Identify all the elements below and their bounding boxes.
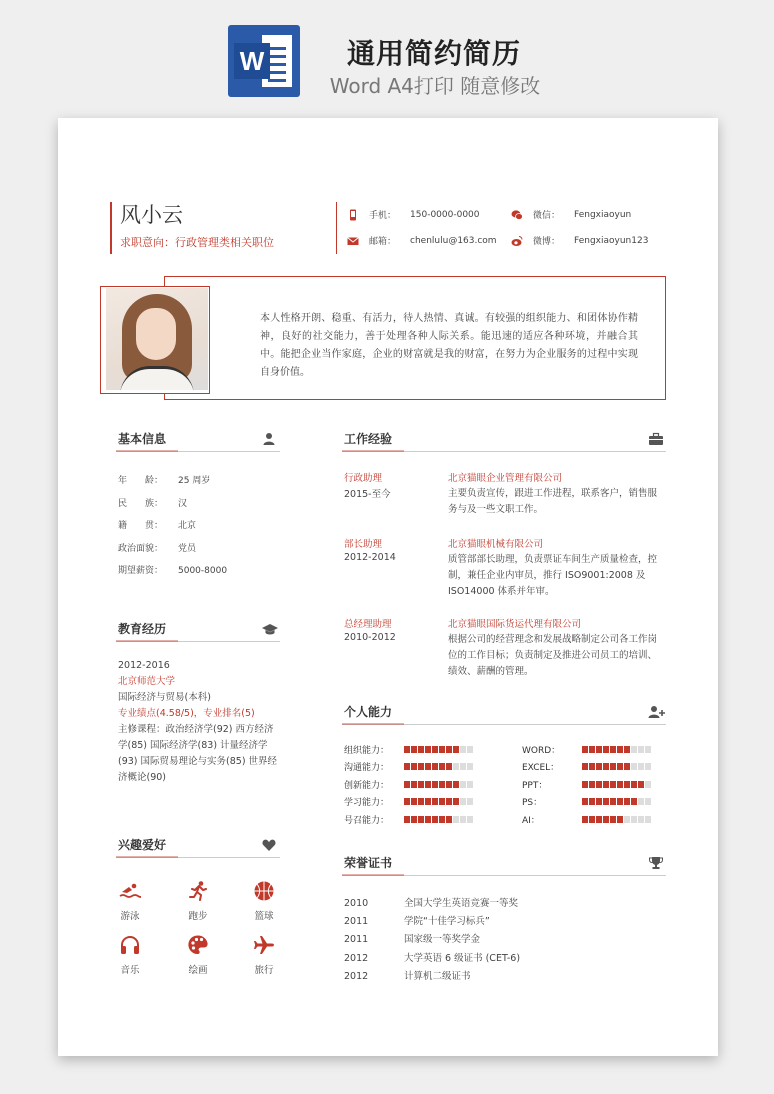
mail-icon xyxy=(347,235,359,247)
skill-label: 创新能力： xyxy=(344,780,390,791)
skill-level-segment xyxy=(446,746,452,753)
skill-level-segment xyxy=(432,763,438,770)
weibo-value: Fengxiaoyun123 xyxy=(574,235,649,246)
skill-level-segment xyxy=(610,746,616,753)
skill-level-segment xyxy=(610,781,616,788)
skill-level-segment xyxy=(467,816,473,823)
skill-level-bar xyxy=(404,798,474,805)
skill-label: AI： xyxy=(522,815,540,826)
honor-row xyxy=(344,968,471,982)
basic-info-value: 25 周岁 xyxy=(178,476,211,486)
skill-level-segment xyxy=(411,798,417,805)
education-details xyxy=(118,658,278,786)
skill-level-segment xyxy=(446,798,452,805)
name-block xyxy=(110,202,274,254)
skill-level-segment xyxy=(418,763,424,770)
skill-level-segment xyxy=(418,746,424,753)
wechat-value: Fengxiaoyun xyxy=(574,209,632,220)
job-item: 总经理助理 2010-2012 北京猫眼国际货运代理有限公司 根据公司的经营理念和发展战略制定公司各工作岗位的工作目标；负责制定及推进公司员工的培训、绩效、薪酬的管理。 xyxy=(344,619,658,677)
skill-level-segment xyxy=(624,816,630,823)
skill-level-segment xyxy=(610,816,616,823)
skill-level-segment xyxy=(589,798,595,805)
section-honors: 荣誉证书 xyxy=(342,854,666,876)
skill-level-segment xyxy=(404,746,410,753)
skill-level-segment xyxy=(460,763,466,770)
skill-level-segment xyxy=(638,763,644,770)
briefcase-icon xyxy=(648,432,662,446)
basic-info-row xyxy=(118,541,196,554)
basic-info-key: 民 族： xyxy=(118,498,164,509)
skill-row xyxy=(344,744,474,754)
skill-level-segment xyxy=(645,763,651,770)
contact-weibo: 微博： Fengxiaoyun123 xyxy=(511,234,648,247)
section-skills: 个人能力 xyxy=(342,703,666,725)
skill-level-segment xyxy=(631,816,637,823)
skill-level-segment xyxy=(411,746,417,753)
skill-level-segment xyxy=(432,798,438,805)
skill-level-segment xyxy=(432,816,438,823)
skill-level-segment xyxy=(638,798,644,805)
basic-info-row xyxy=(118,518,196,531)
skill-row xyxy=(344,779,474,789)
skill-level-segment xyxy=(453,763,459,770)
skill-label: WORD： xyxy=(522,745,561,756)
skill-level-segment xyxy=(439,746,445,753)
skill-row xyxy=(344,814,474,824)
skill-row xyxy=(522,779,652,789)
skill-label: 组织能力： xyxy=(344,745,390,756)
skill-level-bar xyxy=(404,816,474,823)
skill-level-bar xyxy=(582,816,652,823)
basic-info-row xyxy=(118,563,227,576)
skill-level-segment xyxy=(453,798,459,805)
skill-level-segment xyxy=(453,816,459,823)
skill-level-segment xyxy=(631,781,637,788)
hobby-running: 跑步 xyxy=(178,880,218,922)
education-school: 北京师范大学 xyxy=(118,676,176,687)
skill-label: 沟通能力： xyxy=(344,763,390,773)
skill-level-segment xyxy=(411,816,417,823)
education-courses: 主修课程：政治经济学(92) 西方经济学(85) 国际经济学(83) 计量经济学(93) 国际贸易理论与实务(85) 世界经济概论(90) xyxy=(118,724,278,783)
skill-level-segment xyxy=(582,746,588,753)
skill-level-segment xyxy=(582,798,588,805)
add-user-icon xyxy=(648,705,662,719)
skill-level-segment xyxy=(467,746,473,753)
palette-icon xyxy=(187,934,209,956)
skill-level-segment xyxy=(603,816,609,823)
skill-level-bar xyxy=(404,781,474,788)
skill-level-segment xyxy=(418,781,424,788)
skill-level-segment xyxy=(603,763,609,770)
education-grades: 专业绩点(4.58/5)，专业排名(5) xyxy=(118,708,255,719)
skill-level-segment xyxy=(404,798,410,805)
banner-title: 通用简约简历 xyxy=(346,37,521,70)
skill-level-segment xyxy=(439,798,445,805)
honor-text: 大学英语 6 级证书 (CET-6) xyxy=(404,952,521,964)
skill-label: 号召能力： xyxy=(344,815,390,826)
skill-level-segment xyxy=(582,816,588,823)
skill-level-segment xyxy=(425,816,431,823)
honor-text: 全国大学生英语竞赛一等奖 xyxy=(404,898,519,909)
skill-level-segment xyxy=(425,798,431,805)
basic-info-value: 北京 xyxy=(178,521,197,531)
skill-level-segment xyxy=(617,798,623,805)
honor-text: 学院“十佳学习标兵” xyxy=(404,916,490,928)
weibo-icon xyxy=(511,235,523,247)
honor-year: 2011 xyxy=(344,916,369,928)
hobby-painting: 绘画 xyxy=(178,934,218,976)
skill-level-segment xyxy=(645,798,651,805)
skill-level-segment xyxy=(460,746,466,753)
skill-level-segment xyxy=(596,746,602,753)
skill-level-segment xyxy=(589,746,595,753)
word-logo-letter: W xyxy=(234,43,270,79)
skill-level-segment xyxy=(603,781,609,788)
contact-block xyxy=(336,202,656,254)
honor-row xyxy=(344,895,518,909)
word-logo-icon xyxy=(228,25,300,97)
skill-level-bar xyxy=(582,781,652,788)
honor-year: 2012 xyxy=(344,970,369,982)
skill-level-segment xyxy=(411,781,417,788)
skill-level-segment xyxy=(432,781,438,788)
basic-info-key: 期望薪资： xyxy=(118,566,164,576)
skill-level-segment xyxy=(411,763,417,770)
section-hobbies: 兴趣爱好 xyxy=(116,836,280,858)
hobby-music: 音乐 xyxy=(110,934,150,976)
skill-level-bar xyxy=(582,798,652,805)
skill-level-segment xyxy=(425,763,431,770)
section-basic-info: 基本信息 xyxy=(116,430,280,452)
skill-level-bar xyxy=(404,746,474,753)
skill-level-segment xyxy=(460,781,466,788)
skill-level-segment xyxy=(603,798,609,805)
section-work-experience: 工作经验 xyxy=(342,430,666,452)
skill-row xyxy=(522,744,652,754)
skill-label: EXCEL： xyxy=(522,763,560,773)
contact-email: 邮箱： chenlulu@163.com xyxy=(347,234,497,247)
skill-level-segment xyxy=(467,763,473,770)
skill-level-segment xyxy=(432,746,438,753)
skill-row xyxy=(522,797,652,807)
skill-level-segment xyxy=(589,763,595,770)
skill-level-segment xyxy=(610,763,616,770)
honor-row xyxy=(344,931,480,945)
skill-level-segment xyxy=(439,781,445,788)
skill-level-segment xyxy=(624,763,630,770)
airplane-icon xyxy=(253,934,275,956)
skill-level-segment xyxy=(603,746,609,753)
swimming-icon xyxy=(119,880,141,902)
skill-level-bar xyxy=(404,763,474,770)
candidate-name: 风小云 xyxy=(120,203,183,227)
skill-row xyxy=(344,797,474,807)
skill-level-segment xyxy=(624,746,630,753)
skill-level-segment xyxy=(596,763,602,770)
skill-level-segment xyxy=(439,763,445,770)
skill-level-segment xyxy=(439,816,445,823)
resume-page xyxy=(58,118,718,1056)
banner xyxy=(0,0,774,110)
hobby-travel: 旅行 xyxy=(244,934,284,976)
profile-photo xyxy=(106,288,208,390)
skill-level-segment xyxy=(638,781,644,788)
skill-level-segment xyxy=(617,763,623,770)
skill-level-segment xyxy=(645,816,651,823)
skill-level-bar xyxy=(582,763,652,770)
education-major: 国际经济与贸易(本科) xyxy=(118,692,211,703)
skill-level-segment xyxy=(596,816,602,823)
skill-level-segment xyxy=(631,763,637,770)
skill-level-segment xyxy=(638,746,644,753)
contact-phone: 手机： 150-0000-0000 xyxy=(347,208,480,221)
job-item: 行政助理 2015-至今 北京猫眼企业管理有限公司 主要负责宣传，跟进工作进程，联系客户，销售服务与及一些文职工作。 xyxy=(344,473,658,515)
skill-level-bar xyxy=(582,746,652,753)
honor-text: 国家级一等奖学金 xyxy=(404,934,481,946)
basic-info-row xyxy=(118,473,210,486)
honor-row xyxy=(344,950,520,964)
headphones-icon xyxy=(119,934,141,956)
phone-icon xyxy=(347,209,359,221)
hobby-swimming: 游泳 xyxy=(110,880,150,922)
job-item: 部长助理 2012-2014 北京猫眼机械有限公司 质管部部长助理，负责票证车间生产质量检查，控制，兼任企业内审员，推行 ISO9001:2008 及 ISO14000 体系并年审。 xyxy=(344,539,658,597)
skill-level-segment xyxy=(624,798,630,805)
skill-level-segment xyxy=(404,781,410,788)
self-introduction: 本人性格开朗、稳重、有活力，待人热情、真诚。有较强的组织能力、和团体协作精神，良好的社交能力，善于处理各种人际关系。能迅速的适应各种环境，并融合其中。能把企业当作家庭，企业的财富就是我的财富，在努力为企业服务的过程中实现自身价值。 xyxy=(260,313,638,378)
job-intent: 求职意向：行政管理类相关职位 xyxy=(120,236,274,249)
basic-info-key: 年 龄： xyxy=(118,476,164,486)
skill-level-segment xyxy=(467,781,473,788)
basketball-icon xyxy=(253,880,275,902)
skill-level-segment xyxy=(631,746,637,753)
honor-year: 2012 xyxy=(344,952,369,964)
skill-level-segment xyxy=(610,798,616,805)
contact-wechat: 微信： Fengxiaoyun xyxy=(511,208,631,221)
skill-level-segment xyxy=(645,781,651,788)
basic-info-value: 党员 xyxy=(178,543,197,554)
skill-label: 学习能力： xyxy=(344,798,390,808)
skill-level-segment xyxy=(467,798,473,805)
education-period: 2012-2016 xyxy=(118,660,170,671)
skill-level-segment xyxy=(460,798,466,805)
wechat-icon xyxy=(511,209,523,221)
skill-level-segment xyxy=(425,781,431,788)
basic-info-row xyxy=(118,496,187,509)
basic-info-key: 政治面貌： xyxy=(118,543,164,554)
skill-level-segment xyxy=(631,798,637,805)
basic-info-value: 汉 xyxy=(178,498,188,509)
skill-level-segment xyxy=(404,816,410,823)
skill-level-segment xyxy=(596,781,602,788)
hobby-basketball: 篮球 xyxy=(244,880,284,922)
section-education: 教育经历 xyxy=(116,620,280,642)
skill-level-segment xyxy=(617,746,623,753)
phone-value: 150-0000-0000 xyxy=(410,209,480,220)
skill-level-segment xyxy=(582,763,588,770)
skill-level-segment xyxy=(453,746,459,753)
skill-level-segment xyxy=(617,781,623,788)
skill-label: PS： xyxy=(522,798,543,808)
skill-level-segment xyxy=(624,781,630,788)
basic-info-key: 籍 贯： xyxy=(118,521,164,531)
skill-level-segment xyxy=(446,781,452,788)
heart-icon xyxy=(262,838,276,852)
skill-row xyxy=(522,814,652,824)
skill-row xyxy=(344,762,474,772)
skill-row xyxy=(522,762,652,772)
skill-level-segment xyxy=(425,746,431,753)
user-icon xyxy=(262,432,276,446)
skill-level-segment xyxy=(404,763,410,770)
skill-level-segment xyxy=(617,816,623,823)
honor-year: 2011 xyxy=(344,934,369,946)
honor-year: 2010 xyxy=(344,898,369,909)
running-icon xyxy=(187,880,209,902)
email-value: chenlulu@163.com xyxy=(410,235,497,246)
skill-level-segment xyxy=(460,816,466,823)
trophy-icon xyxy=(648,856,662,870)
graduation-cap-icon xyxy=(262,622,276,636)
skill-level-segment xyxy=(645,746,651,753)
skill-level-segment xyxy=(589,816,595,823)
honor-text: 计算机二级证书 xyxy=(404,970,471,982)
banner-subtitle: Word A4打印 随意修改 xyxy=(329,74,541,98)
skill-level-segment xyxy=(446,763,452,770)
honor-row xyxy=(344,913,490,927)
skill-label: PPT： xyxy=(522,780,548,791)
skill-level-segment xyxy=(638,816,644,823)
skill-level-segment xyxy=(589,781,595,788)
skill-level-segment xyxy=(418,798,424,805)
skill-level-segment xyxy=(582,781,588,788)
basic-info-value: 5000-8000 xyxy=(178,566,228,576)
skill-level-segment xyxy=(418,816,424,823)
skill-level-segment xyxy=(446,816,452,823)
skill-level-segment xyxy=(596,798,602,805)
skill-level-segment xyxy=(453,781,459,788)
